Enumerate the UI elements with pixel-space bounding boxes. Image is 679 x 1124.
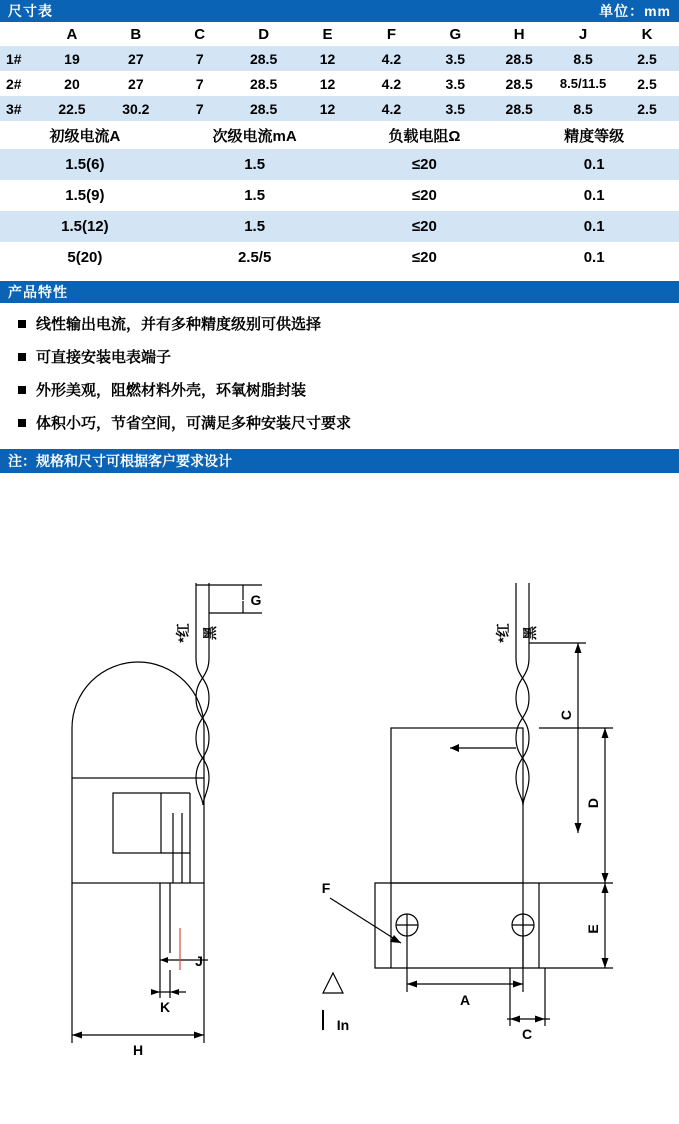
spec-cell: 1.5	[170, 211, 340, 242]
spec-cell: ≤20	[340, 149, 510, 180]
dimension-cell: 12	[319, 100, 336, 117]
dimension-cell: 3.5	[445, 100, 466, 117]
dimension-cell: 27	[128, 75, 144, 92]
dimension-col-c: C	[194, 25, 206, 43]
dimension-col-g: G	[449, 25, 462, 43]
list-item	[18, 313, 679, 334]
feature-text: 可直接安装电表端子	[36, 349, 172, 366]
dimension-row-label: 2#	[6, 75, 22, 92]
note-banner: 注：规格和尺寸可根据客户要求设计	[0, 449, 679, 473]
feature-text: 线性输出电流，并有多种精度级别可供选择	[36, 316, 322, 333]
right-wire-label-red: *红	[495, 623, 511, 643]
left-twist-tail-a	[196, 778, 203, 805]
current-direction-label: In	[336, 1017, 350, 1033]
table-row	[0, 242, 679, 273]
dimension-cell: 4.2	[381, 100, 402, 117]
list-item	[18, 346, 679, 367]
dimension-cell: 28.5	[249, 50, 278, 67]
dimension-cell: 3.5	[445, 50, 466, 67]
dimension-cell: 28.5	[505, 100, 533, 117]
spec-cell: 1.5(12)	[0, 211, 170, 242]
drawing-svg	[0, 473, 679, 1083]
dimension-col-b: B	[130, 25, 142, 43]
dimension-col-d: D	[258, 25, 270, 43]
right-c-arrow-bottom	[575, 823, 582, 833]
bullet-square-icon	[18, 419, 26, 427]
spec-cell: 0.1	[509, 211, 679, 242]
right-f-leader	[330, 898, 401, 943]
dimension-table-header-row	[0, 22, 679, 46]
dimension-cell: 12	[319, 75, 336, 92]
spec-cell: 1.5	[170, 180, 340, 211]
dimension-cell: 28.5	[505, 50, 533, 67]
left-wire-label-black: 黑	[202, 626, 218, 640]
bullet-square-icon	[18, 386, 26, 394]
table-row	[0, 46, 679, 71]
dimension-cell: 30.2	[122, 100, 150, 117]
table-row	[0, 149, 679, 180]
left-h-arrow-right	[194, 1032, 204, 1039]
dimension-cell: 4.2	[381, 75, 402, 92]
left-wire-label-red: *红	[175, 623, 191, 643]
right-wire-label-black: 黑	[522, 626, 538, 640]
left-k-arrow-right	[170, 989, 179, 995]
dimension-cell: 22.5	[58, 100, 86, 117]
right-cb-arrow-left	[510, 1016, 520, 1023]
spec-col-primary-current: 初级电流A	[0, 121, 170, 149]
dimension-cell: 8.5/11.5	[559, 76, 607, 91]
dimension-cell: 8.5	[573, 100, 593, 117]
dimension-col-h: H	[513, 25, 525, 43]
features-title: 产品特性	[8, 284, 68, 300]
feature-text: 体积小巧，节省空间，可满足多种安装尺寸要求	[36, 415, 352, 432]
spec-col-load-resistance: 负载电阻Ω	[340, 121, 510, 149]
spec-table-header-row	[0, 121, 679, 149]
specification-table	[0, 121, 679, 273]
dimension-cell: 28.5	[505, 75, 533, 92]
dimension-cell: 19	[64, 50, 80, 67]
spec-cell: ≤20	[340, 242, 510, 273]
left-twist-b	[196, 658, 209, 778]
dimension-table-title: 尺寸表	[8, 3, 53, 19]
bullet-square-icon	[18, 320, 26, 328]
dimension-col-k: K	[641, 25, 653, 43]
table-row	[0, 180, 679, 211]
dimension-cell: 27	[128, 50, 144, 67]
right-twist-tail-b	[523, 778, 529, 805]
right-cb-arrow-right	[535, 1016, 545, 1023]
features-header	[0, 281, 679, 303]
right-body	[391, 728, 523, 883]
dimension-row-label: 1#	[6, 50, 22, 67]
left-k-arrow-left	[151, 989, 160, 995]
spec-cell: ≤20	[340, 180, 510, 211]
dimension-cell: 2.5	[637, 50, 657, 67]
right-e-arrow-top	[602, 883, 609, 893]
right-dim-e-label: E	[585, 924, 601, 934]
right-dim-d-label: D	[585, 797, 601, 809]
table-row	[0, 71, 679, 96]
spec-cell: 0.1	[509, 149, 679, 180]
dimension-cell: 7	[195, 75, 204, 92]
dimension-col-f: F	[386, 25, 396, 43]
spec-cell: 1.5	[170, 149, 340, 180]
right-a-arrow-left	[407, 981, 417, 988]
right-dim-a-label: A	[459, 992, 471, 1008]
spec-cell: ≤20	[340, 211, 510, 242]
dimension-col-blank	[0, 22, 40, 46]
left-dim-j-label: J	[195, 953, 203, 969]
left-j-arrow	[160, 957, 168, 963]
right-dim-c-top-label: C	[558, 709, 574, 721]
right-a-arrow-right	[513, 981, 523, 988]
feature-text: 外形美观，阻燃材料外壳，环氧树脂封装	[36, 382, 307, 399]
spec-col-secondary-current: 次级电流mA	[170, 121, 340, 149]
dimension-cell: 8.5	[573, 50, 593, 67]
spec-cell: 2.5/5	[170, 242, 340, 273]
dimension-cell: 7	[195, 50, 204, 67]
left-h-arrow-left	[72, 1032, 82, 1039]
spec-cell: 1.5(6)	[0, 149, 170, 180]
bullet-square-icon	[18, 353, 26, 361]
dimension-table	[0, 22, 679, 121]
current-direction-arrow-icon	[323, 973, 343, 993]
right-twist-tail-a	[516, 778, 523, 805]
table-row	[0, 96, 679, 121]
dimension-table-header	[0, 0, 679, 22]
dimension-cell: 28.5	[249, 100, 278, 117]
list-item	[18, 412, 679, 433]
dimension-cell: 2.5	[637, 75, 657, 92]
spec-cell: 1.5(9)	[0, 180, 170, 211]
features-list	[0, 303, 679, 449]
right-dim-f-label: F	[321, 880, 331, 896]
spec-col-accuracy-class: 精度等级	[509, 121, 679, 149]
spec-cell: 5(20)	[0, 242, 170, 273]
dimension-table-unit: 单位：mm	[599, 3, 671, 19]
table-row	[0, 211, 679, 242]
left-dim-h-label: H	[132, 1042, 144, 1058]
dimension-cell: 20	[64, 75, 80, 92]
dimension-cell: 7	[195, 100, 204, 117]
left-dim-g-label: G	[250, 592, 262, 608]
dimension-cell: 12	[319, 50, 336, 67]
dimension-cell: 3.5	[445, 75, 466, 92]
spec-cell: 0.1	[509, 180, 679, 211]
dimension-col-j: J	[578, 25, 588, 43]
right-f-arrow	[390, 935, 401, 943]
dimension-cell: 4.2	[381, 50, 402, 67]
right-c-arrow-top	[575, 643, 582, 653]
right-d-arrow-bottom	[602, 873, 609, 883]
dimension-col-a: A	[66, 25, 78, 43]
list-item	[18, 379, 679, 400]
right-dim-c-bottom-label: C	[521, 1026, 533, 1042]
technical-drawing	[0, 473, 679, 1083]
dimension-col-e: E	[322, 25, 333, 43]
spec-cell: 0.1	[509, 242, 679, 273]
dimension-row-label: 3#	[6, 100, 22, 117]
right-wire-entry-arrow	[450, 744, 459, 752]
right-d-arrow-top	[602, 728, 609, 738]
left-body-base	[72, 778, 204, 883]
left-inner-window	[113, 793, 161, 853]
left-body-dome	[72, 662, 204, 778]
dimension-cell: 28.5	[249, 75, 278, 92]
dimension-cell: 2.5	[637, 100, 657, 117]
left-dim-k-label: K	[159, 999, 171, 1015]
right-e-arrow-bottom	[602, 958, 609, 968]
